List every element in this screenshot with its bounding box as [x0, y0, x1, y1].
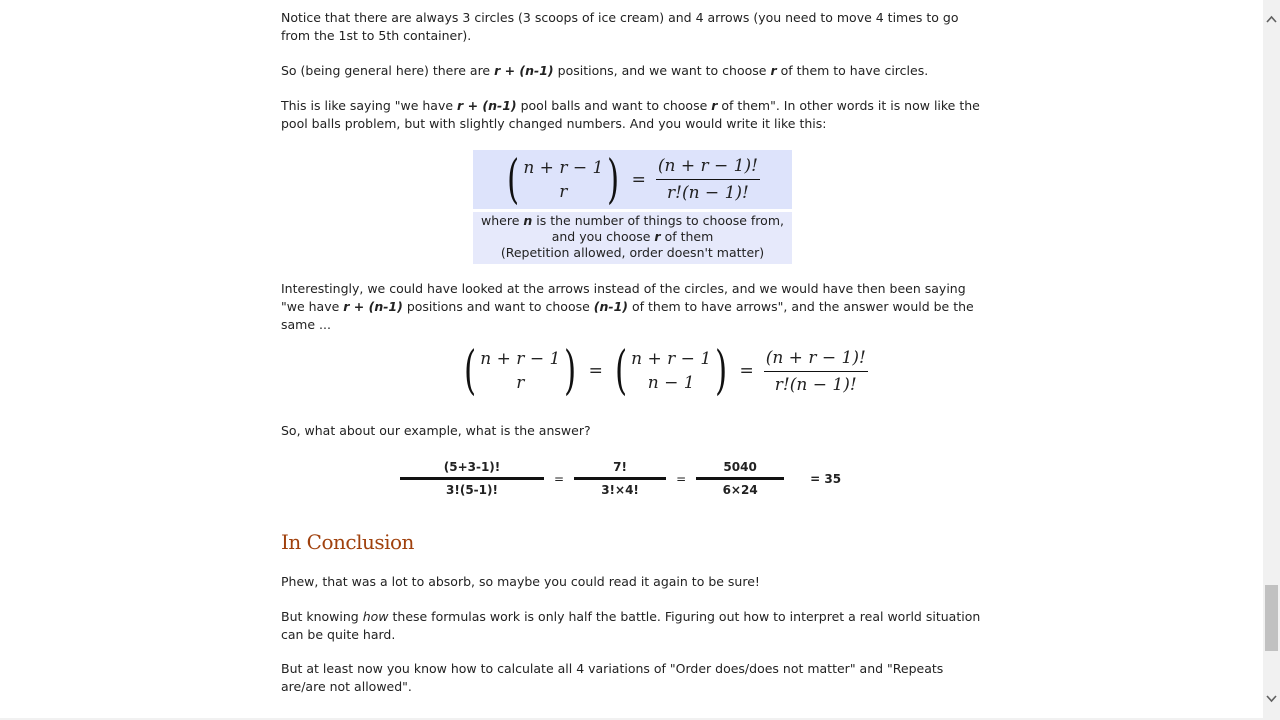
text: But knowing [281, 609, 363, 624]
binomial-1 [480, 347, 560, 395]
answer-fraction-2 [574, 459, 666, 498]
expr-r: r [711, 98, 718, 113]
equals-sign: = [739, 361, 754, 381]
fraction-numerator: 7! [613, 460, 627, 474]
fraction-denominator: 3!×4! [601, 483, 639, 497]
paragraph-pool-balls [281, 97, 986, 133]
equals-sign: = [588, 361, 603, 381]
formula-description [473, 212, 792, 264]
binomial-top: n + r − 1 [480, 349, 561, 369]
text: This is like saying "we have [281, 98, 458, 113]
chevron-down-icon[interactable] [1266, 690, 1277, 708]
fraction [764, 347, 868, 396]
paragraph-phew: Phew, that was a lot to absorb, so maybe you could read it again to be sure! [281, 574, 760, 589]
description-line-1 [473, 213, 792, 229]
expr-r: r [770, 63, 777, 78]
vertical-scrollbar[interactable] [1263, 0, 1280, 720]
fraction-bar [400, 477, 544, 480]
paragraph-four-variations: But at least now you know how to calculate all 4 variations of "Order does/does not matter" and "Repeats are/are not allowed". [281, 661, 944, 694]
text: Interestingly, we could have looked at the arrows instead of the circles, and we would have then been saying "we have [281, 281, 966, 314]
paragraph-circles-arrows: Notice that there are always 3 circles (3 scoops of ice cream) and 4 arrows (you need to move 4 times to go from the 1st to 5th container). [281, 10, 959, 43]
binomial-bottom: n − 1 [647, 373, 695, 393]
text: these formulas work is only half the battle. Figuring out how to interpret a real world situation can be quite hard. [281, 609, 981, 642]
combination-formula [503, 149, 762, 210]
fraction-denominator: 6×24 [722, 483, 758, 497]
text: positions, and we want to choose [553, 63, 771, 78]
fraction-numerator: (n + r − 1)! [764, 347, 868, 372]
var-r: r [654, 229, 661, 244]
left-paren: ( [614, 341, 628, 401]
formula-box [473, 150, 792, 264]
equals-sign: = [676, 471, 687, 486]
binomial-bottom: r [516, 373, 525, 393]
var-n: n [523, 213, 533, 228]
fraction-numerator: 5040 [723, 460, 757, 474]
example-answer [400, 459, 841, 498]
fraction-denominator: 3!(5-1)! [446, 483, 498, 497]
fraction-numerator: (5+3-1)! [443, 460, 501, 474]
fraction-bar [696, 477, 784, 480]
binomial [523, 156, 603, 204]
fraction-numerator: (n + r − 1)! [656, 155, 760, 180]
chevron-up-icon[interactable] [1266, 10, 1277, 28]
text: positions and want to choose [402, 299, 594, 314]
text: of them". In other words it is now like the pool balls problem, but with slightly changed numbers. And you would write it like this: [281, 98, 980, 131]
text: So (being general here) there are [281, 63, 495, 78]
right-paren: ) [564, 341, 577, 401]
emphasis-how: how [362, 609, 389, 624]
text: pool balls and want to choose [516, 98, 712, 113]
paragraph-knowing-how [281, 608, 986, 644]
binomial-top: n + r − 1 [631, 349, 712, 369]
formula-box-equation [473, 150, 792, 209]
fraction-denominator: r!(n − 1)! [666, 183, 749, 203]
text: of them [660, 229, 714, 244]
text: where [481, 213, 524, 228]
paragraph-positions [281, 62, 986, 80]
text: is the number of things to choose from, [532, 213, 784, 228]
answer-fraction-1 [400, 459, 544, 498]
binomial-2 [631, 347, 711, 395]
right-paren: ) [715, 341, 728, 401]
description-line-3: (Repetition allowed, order doesn't matter) [500, 245, 765, 260]
expr-n-minus-1: (n-1) [593, 299, 628, 314]
equals-sign: = [554, 471, 565, 486]
section-heading: In Conclusion [281, 530, 414, 554]
fraction-denominator: r!(n − 1)! [774, 374, 857, 395]
equals-sign: = [631, 169, 646, 190]
text: of them to have arrows", and the answer would be the same ... [281, 299, 974, 332]
answer-result: = 35 [810, 471, 842, 486]
answer-fraction-3 [696, 459, 784, 498]
fraction-bar [574, 477, 666, 480]
scrollbar-thumb[interactable] [1265, 585, 1278, 651]
expr-r-plus-n-minus-1: r + (n-1) [343, 299, 403, 314]
binomial-top: n + r − 1 [523, 157, 604, 178]
paragraph-example-question: So, what about our example, what is the answer? [281, 423, 591, 438]
left-paren: ( [507, 149, 520, 210]
fraction [656, 155, 760, 204]
left-paren: ( [464, 341, 477, 401]
symmetry-formula [460, 341, 870, 401]
right-paren: ) [607, 149, 620, 210]
text: and you choose [551, 229, 655, 244]
description-line-2 [473, 229, 792, 245]
expr-r-plus-n-minus-1: r + (n-1) [457, 98, 517, 113]
expr-r-plus-n-minus-1: r + (n-1) [494, 63, 554, 78]
paragraph-arrows-alternative [281, 280, 986, 334]
text: of them to have circles. [776, 63, 929, 78]
binomial-bottom: r [559, 181, 568, 202]
